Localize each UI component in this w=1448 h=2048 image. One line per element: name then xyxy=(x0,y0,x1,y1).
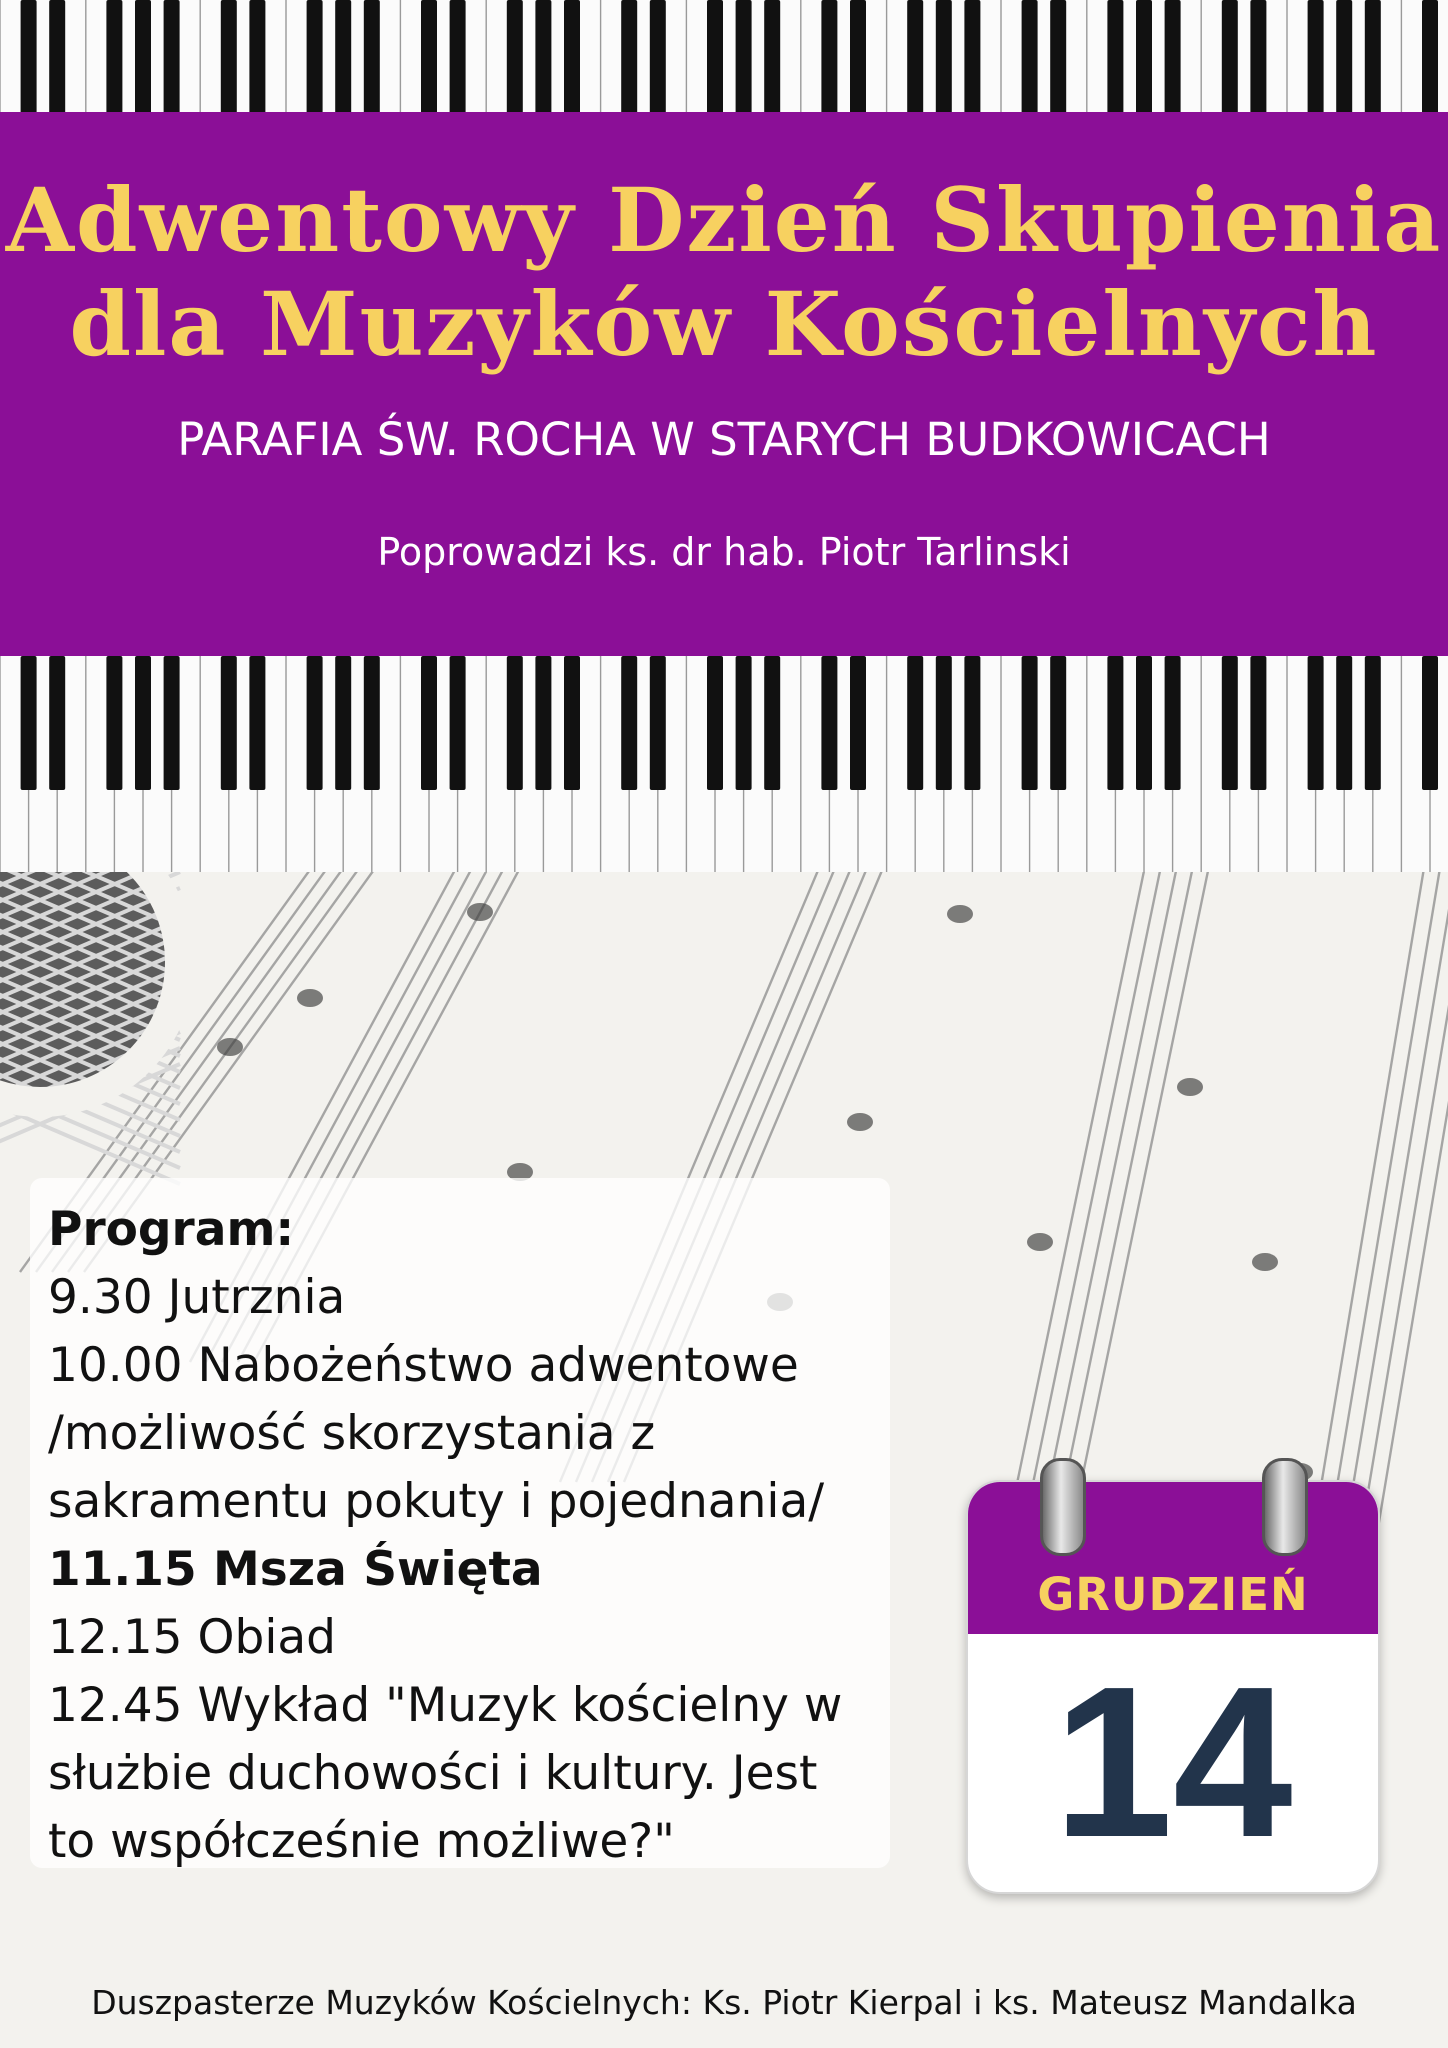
calendar-ring-icon xyxy=(1262,1458,1308,1556)
event-title-line2: dla Muzyków Kościelnych xyxy=(69,272,1379,376)
event-title-line1: Adwentowy Dzień Skupienia xyxy=(5,168,1443,272)
program-item: 9.30 Jutrznia xyxy=(48,1270,346,1325)
calendar-icon xyxy=(966,1480,1380,1894)
program-item: sakramentu pokuty i pojednania/ xyxy=(48,1474,825,1529)
calendar-ring-icon xyxy=(1040,1458,1086,1556)
calendar-month: GRUDZIEŃ xyxy=(1037,1568,1309,1621)
piano-keys-icon xyxy=(0,656,1448,872)
program-item: 12.45 Wykład "Muzyk kościelny w xyxy=(48,1678,843,1733)
program-heading: Program: xyxy=(48,1202,295,1257)
calendar-day: 14 xyxy=(1053,1641,1293,1882)
program-item: 10.00 Nabożeństwo adwentowe xyxy=(48,1338,799,1393)
middle-piano-keys xyxy=(0,656,1448,872)
program-item: to współcześnie możliwe?" xyxy=(48,1814,675,1869)
piano-keys-icon xyxy=(0,0,1448,118)
parish-name: PARAFIA ŚW. ROCHA W STARYCH BUDKOWICACH xyxy=(177,413,1271,466)
program-item: /możliwość skorzystania z xyxy=(48,1406,656,1461)
host-line: Poprowadzi ks. dr hab. Piotr Tarlinski xyxy=(377,530,1071,574)
top-piano-keys xyxy=(0,0,1448,118)
footer-credits: Duszpasterze Muzyków Kościelnych: Ks. Piotr Kierpal i ks. Mateusz Mandalka xyxy=(91,1983,1357,2022)
program-item: służbie duchowości i kultury. Jest xyxy=(48,1746,818,1801)
program-item: 12.15 Obiad xyxy=(48,1610,337,1665)
program-list xyxy=(48,1196,928,1876)
program-item-mass: 11.15 Msza Święta xyxy=(48,1542,543,1597)
